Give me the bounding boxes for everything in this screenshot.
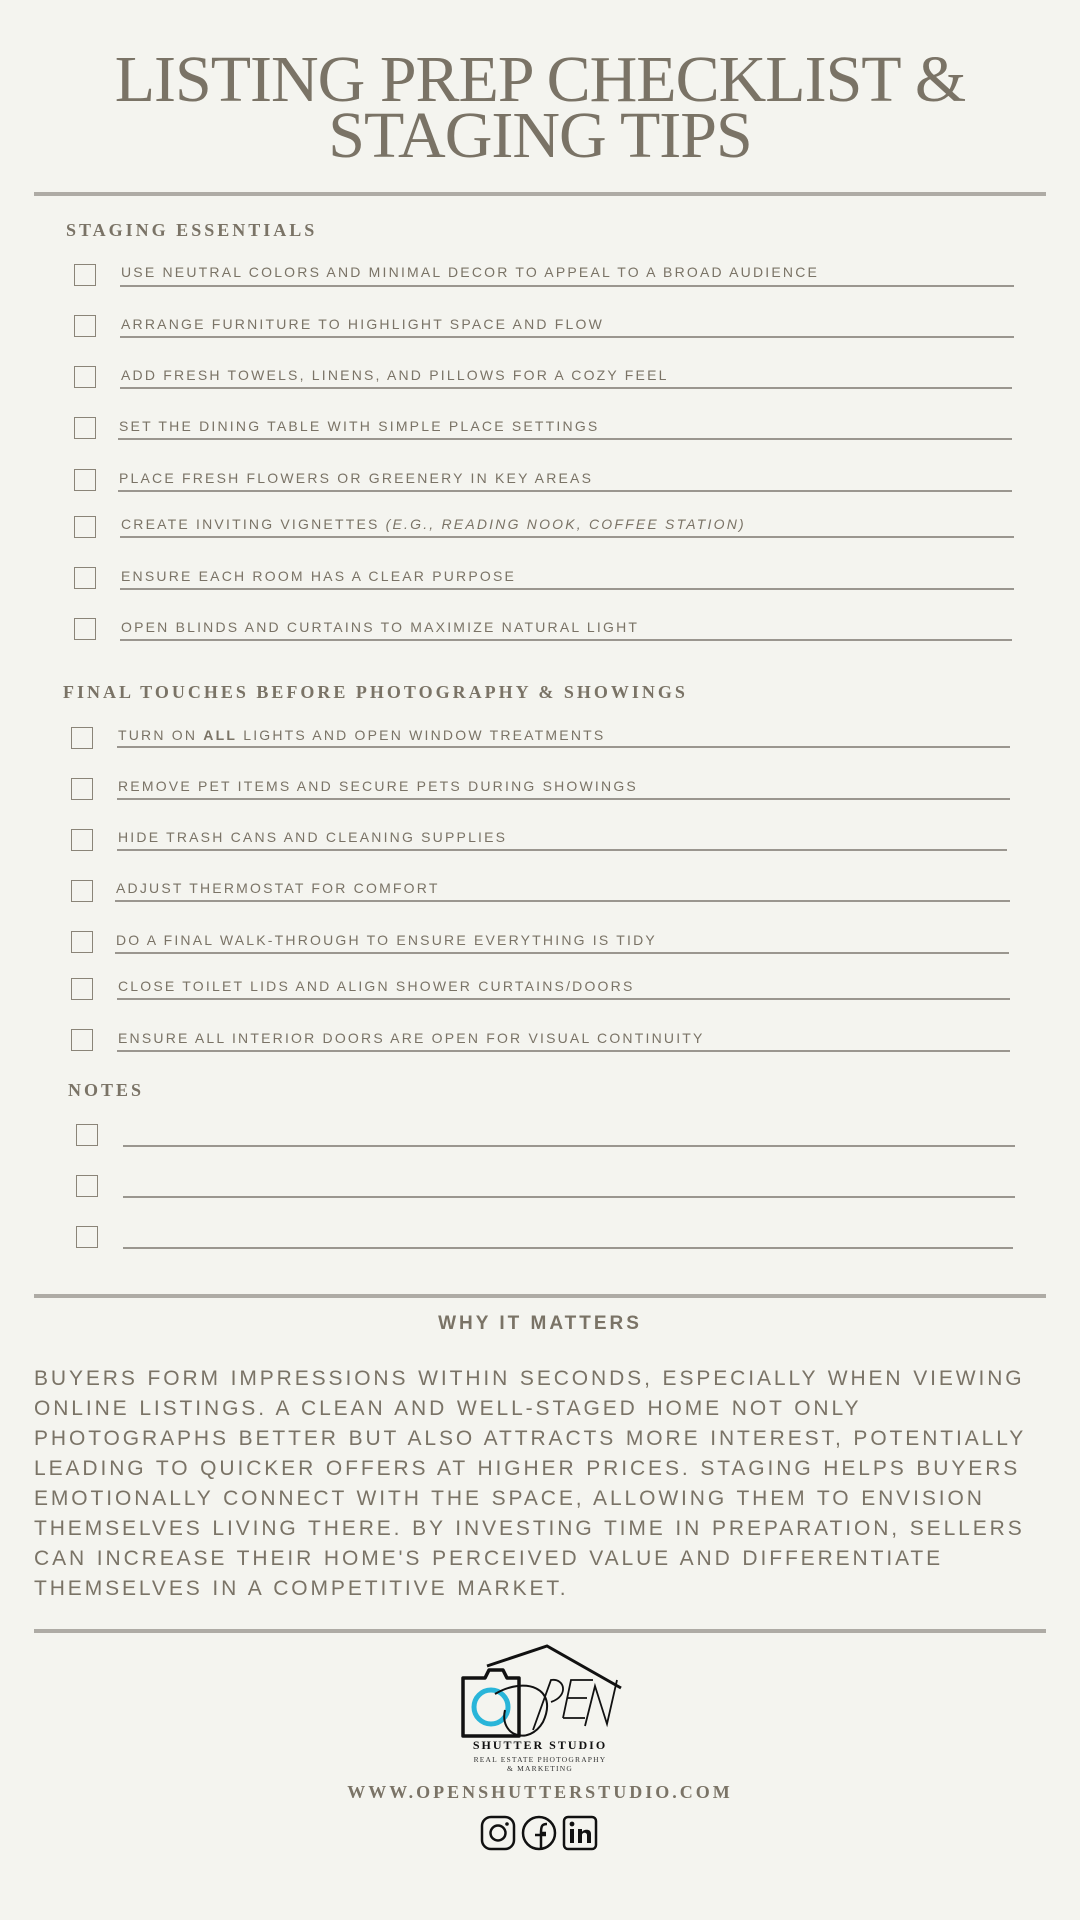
top-divider xyxy=(34,192,1046,196)
checkbox[interactable] xyxy=(76,1175,98,1197)
checklist-item-label: REMOVE PET ITEMS AND SECURE PETS DURING SHOWINGS xyxy=(118,778,638,794)
writing-line xyxy=(117,998,1010,1000)
website-link[interactable]: WWW.OPENSHUTTERSTUDIO.COM xyxy=(347,1782,733,1802)
checkbox[interactable] xyxy=(71,978,93,1000)
writing-line xyxy=(117,746,1010,748)
writing-line xyxy=(120,387,1012,389)
title-line-1: LISTING PREP CHECKLIST & xyxy=(114,43,966,116)
checklist-item-label: CLOSE TOILET LIDS AND ALIGN SHOWER CURTAINS/DOORS xyxy=(118,978,635,994)
logo-tagline-line-1: REAL ESTATE PHOTOGRAPHY xyxy=(473,1755,607,1764)
checklist-item xyxy=(0,467,1080,507)
writing-line xyxy=(120,639,1012,641)
facebook-icon[interactable] xyxy=(521,1815,557,1851)
checkbox[interactable] xyxy=(76,1124,98,1146)
checklist-item xyxy=(0,930,1080,970)
checklist-item-label: SET THE DINING TABLE WITH SIMPLE PLACE SETTINGS xyxy=(119,418,600,434)
writing-line xyxy=(117,849,1007,851)
writing-line xyxy=(117,798,1010,800)
checklist-item-label: DO A FINAL WALK-THROUGH TO ENSURE EVERYTHING IS TIDY xyxy=(116,932,657,948)
logo-studio-name: SHUTTER STUDIO xyxy=(472,1738,608,1752)
checklist-item-label: ADD FRESH TOWELS, LINENS, AND PILLOWS FOR A COZY FEEL xyxy=(121,367,669,383)
checklist-item xyxy=(0,1028,1080,1068)
checklist-item xyxy=(0,827,1080,867)
page-title xyxy=(0,43,1080,172)
checkbox[interactable] xyxy=(71,727,93,749)
checklist-item-label: ENSURE ALL INTERIOR DOORS ARE OPEN FOR VISUAL CONTINUITY xyxy=(118,1030,705,1046)
checklist-item xyxy=(0,365,1080,405)
checklist-item xyxy=(0,514,1080,554)
checklist-item-label: HIDE TRASH CANS AND CLEANING SUPPLIES xyxy=(118,829,508,845)
notes-heading: NOTES xyxy=(68,1080,145,1100)
checklist-item-text: CREATE INVITING VIGNETTES xyxy=(121,516,380,532)
checklist-item-label: ARRANGE FURNITURE TO HIGHLIGHT SPACE AND FLOW xyxy=(121,316,605,332)
writing-line xyxy=(115,952,1009,954)
writing-line[interactable] xyxy=(123,1145,1015,1147)
checkbox[interactable] xyxy=(76,1226,98,1248)
notes-line-item xyxy=(0,1124,1080,1164)
checkbox[interactable] xyxy=(71,829,93,851)
checkbox[interactable] xyxy=(74,618,96,640)
checklist-item xyxy=(0,725,1080,765)
checklist-item-label xyxy=(118,727,605,743)
bottom-divider xyxy=(34,1629,1046,1633)
writing-line xyxy=(118,438,1012,440)
notes-line-item xyxy=(0,1175,1080,1215)
checklist-item xyxy=(0,314,1080,354)
checklist-item-text: LIGHTS AND OPEN WINDOW TREATMENTS xyxy=(243,727,606,743)
title-line-2: STAGING TIPS xyxy=(328,99,752,172)
why-it-matters-heading: WHY IT MATTERS xyxy=(438,1313,642,1334)
writing-line xyxy=(120,536,1014,538)
checkbox[interactable] xyxy=(71,778,93,800)
checklist-item-example: (E.G., READING NOOK, COFFEE STATION) xyxy=(385,516,746,532)
checkbox[interactable] xyxy=(74,315,96,337)
writing-line xyxy=(115,900,1010,902)
notes-line-item xyxy=(0,1226,1080,1266)
linkedin-icon[interactable] xyxy=(562,1815,598,1851)
checklist-item xyxy=(0,976,1080,1016)
checklist-item-label xyxy=(121,516,746,532)
writing-line xyxy=(120,285,1014,287)
checklist-item-label: OPEN BLINDS AND CURTAINS TO MAXIMIZE NATURAL LIGHT xyxy=(121,619,640,635)
writing-line[interactable] xyxy=(123,1196,1015,1198)
checkbox[interactable] xyxy=(74,469,96,491)
checkbox[interactable] xyxy=(74,264,96,286)
checklist-item-label: PLACE FRESH FLOWERS OR GREENERY IN KEY AREAS xyxy=(119,470,594,486)
checklist-item-label: ENSURE EACH ROOM HAS A CLEAR PURPOSE xyxy=(121,568,517,584)
checkbox[interactable] xyxy=(74,366,96,388)
instagram-icon[interactable] xyxy=(480,1815,516,1851)
checklist-item-label: USE NEUTRAL COLORS AND MINIMAL DECOR TO APPEAL TO A BROAD AUDIENCE xyxy=(121,264,820,280)
writing-line xyxy=(120,588,1014,590)
checklist-item xyxy=(0,776,1080,816)
writing-line[interactable] xyxy=(123,1247,1013,1249)
checklist-item-label: ADJUST THERMOSTAT FOR COMFORT xyxy=(116,880,440,896)
writing-line xyxy=(118,490,1012,492)
checkbox[interactable] xyxy=(71,1029,93,1051)
writing-line xyxy=(117,1050,1010,1052)
checklist-item xyxy=(0,878,1080,918)
checkbox[interactable] xyxy=(74,516,96,538)
checkbox[interactable] xyxy=(74,417,96,439)
checklist-item-text: TURN ON xyxy=(118,727,198,743)
logo-tagline-line-2: & MARKETING xyxy=(507,1764,573,1773)
checklist-item-emphasis: ALL xyxy=(203,727,238,743)
staging-essentials-heading: STAGING ESSENTIALS xyxy=(66,220,318,240)
middle-divider xyxy=(34,1294,1046,1298)
checkbox[interactable] xyxy=(74,567,96,589)
checklist-item xyxy=(0,416,1080,456)
why-it-matters-body: BUYERS FORM IMPRESSIONS WITHIN SECONDS, ESPECIALLY WHEN VIEWING ONLINE LISTINGS. A CLEAN AND WELL-STAGED HOME NOT ONLY PHOTOGRAPHS BETTER BUT ALSO ATTRACTS MORE INTEREST, POTENTIALLY LEADING TO QUICKER OFFERS AT HIGHER PRICES. STAGING HELPS BUYERS EMOTIONALLY CONNECT WITH THE SPACE, ALLOWING THEM TO ENVISION THEMSELVES LIVING THERE. BY INVESTING TIME IN PREPARATION, SELLERS CAN INCREASE THEIR HOME'S PERCEIVED VALUE AND DIFFERENTIATE THEMSELVES IN A COMPETITIVE MARKET. xyxy=(34,1367,1026,1600)
checkbox[interactable] xyxy=(71,880,93,902)
checklist-item xyxy=(0,262,1080,302)
checklist-item xyxy=(0,617,1080,657)
final-touches-heading: FINAL TOUCHES BEFORE PHOTOGRAPHY & SHOWINGS xyxy=(63,682,688,702)
checkbox[interactable] xyxy=(71,931,93,953)
checklist-item xyxy=(0,566,1080,606)
writing-line xyxy=(120,336,1014,338)
